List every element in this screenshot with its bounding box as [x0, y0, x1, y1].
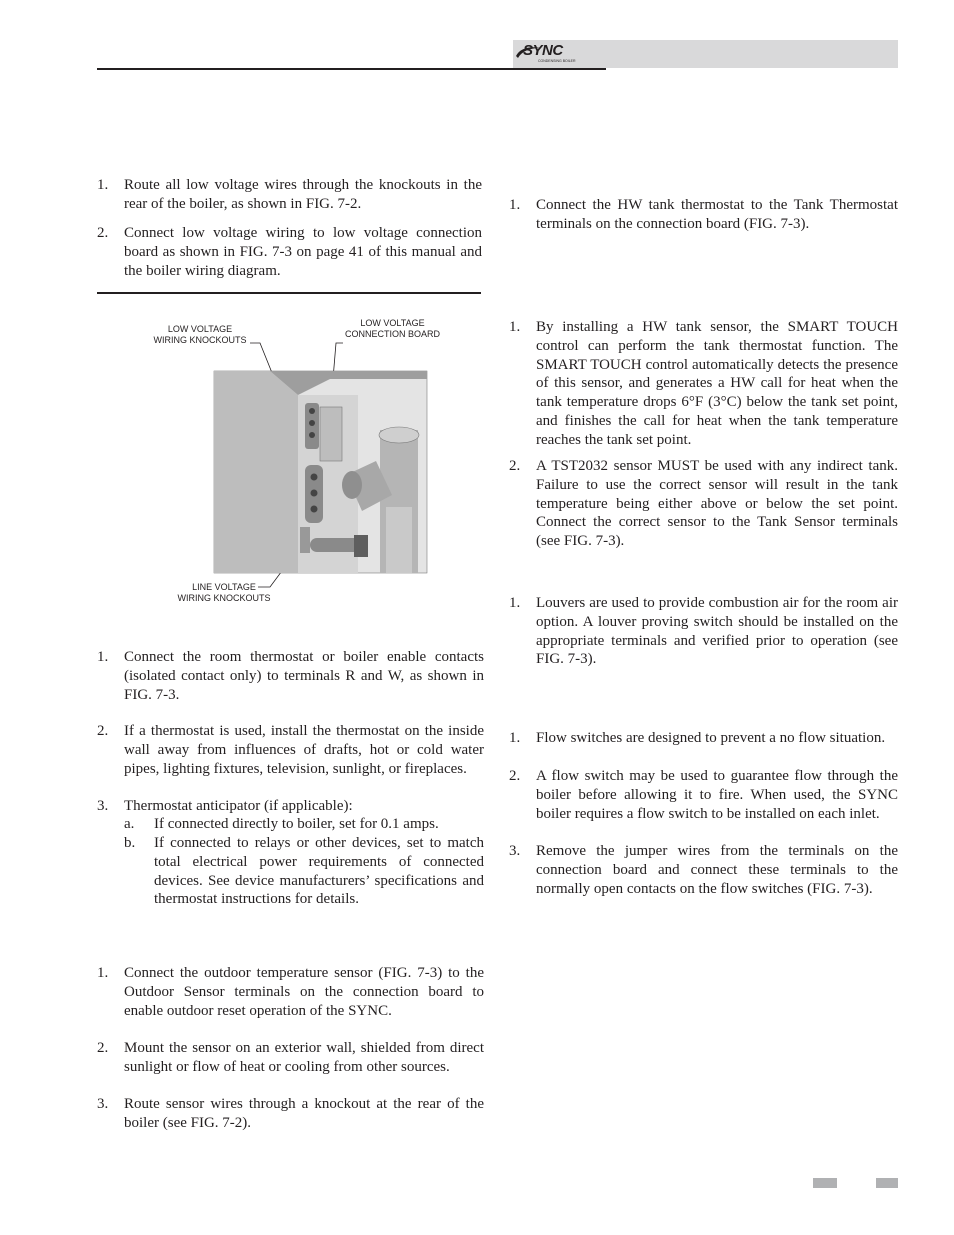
logo-text: SYNC	[523, 42, 563, 59]
label-low-voltage-knockouts: LOW VOLTAGE WIRING KNOCKOUTS	[153, 324, 247, 345]
footer-tab-right	[876, 1178, 898, 1188]
logo-subtext: CONDENSING BOILER	[538, 59, 576, 63]
label-connection-board: LOW VOLTAGE CONNECTION BOARD	[344, 318, 440, 339]
footer-tab-left	[813, 1178, 837, 1188]
boiler-rear-illustration	[130, 335, 450, 600]
sync-logo	[514, 42, 584, 66]
label-line-voltage-knockouts: LINE VOLTAGE WIRING KNOCKOUTS	[177, 582, 271, 603]
header-rule	[97, 68, 606, 70]
figure-rule	[97, 292, 481, 294]
